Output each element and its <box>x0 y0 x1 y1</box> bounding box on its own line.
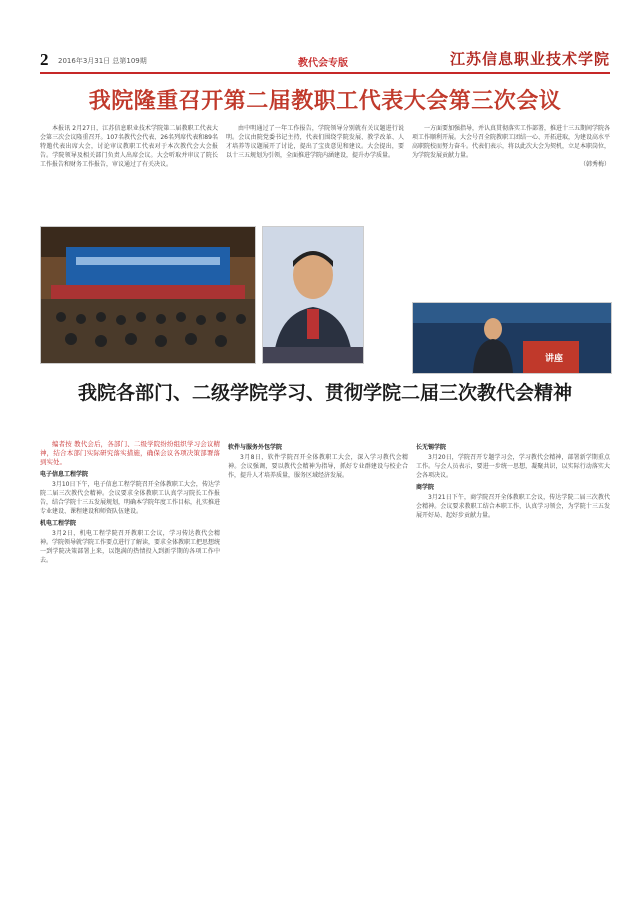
article1-col2-text: 由中明通过了一年工作报告，学院领导分别就有关议题进行说明。会议由院党委书记主持，代表们围绕学院发展、教学改革、人才培养等议题展开了讨论，提出了宝贵意见和建议。大会提出，要以十三五规划为引领，全面推进学院内涵建设，提升办学质量。 <box>226 125 404 159</box>
section-title: 教代会专版 <box>298 58 348 69</box>
section-text-4: 3月20日，学院召开专题学习会，学习教代会精神，部署新学期重点工作。与会人员表示，要进一步统一思想，凝聚共识，以实际行动落实大会各项决议。 <box>416 454 610 479</box>
podium-speaker-image <box>413 303 611 373</box>
speaker-portrait-image <box>263 227 363 363</box>
section-heading-2: 机电工程学院 <box>40 520 77 527</box>
section-heading-1: 电子信息工程学院 <box>40 471 89 478</box>
article1-column-2 <box>226 124 404 222</box>
page-header <box>40 50 610 74</box>
podium-speaker-photo <box>412 302 612 374</box>
section-heading-3: 软件与服务外包学院 <box>228 444 283 451</box>
section-text-3: 3月8日，软件学院召开全体教职工大会，深入学习教代会精神。会议强调，要以教代会精神为指导，抓好专业群建设与校企合作，提升人才培养质量，服务区域经济发展。 <box>228 454 408 479</box>
section-text-2: 3月2日，机电工程学院召开教职工会议，学习传达教代会精神。学院领导就学院工作要点进行了解读，要求全体教职工把思想统一到学院决策部署上来，以饱满的热情投入到新学期的各项工作中去。 <box>40 530 220 564</box>
section-heading-5: 商学院 <box>416 484 435 491</box>
article2-column-1 <box>40 440 220 880</box>
conference-hall-photo <box>40 226 256 364</box>
page-number: 2 <box>40 50 49 69</box>
article1-col1-text: 本报讯 2月27日，江苏信息职业技术学院第二届教职工代表大会第三次会议隆重召开。107名教代会代表、26名列席代表和89名特邀代表出席大会，讨论审议教职工代表对于本次教代会大会报告。学院领导及相关部门负责人出席会议。大会听取并审议了院长工作报告和财务工作报告，审议通过了有关决议。 <box>40 125 218 168</box>
article1-column-3 <box>412 124 610 300</box>
podium-caption: 讲座 <box>545 354 564 364</box>
article2-column-2 <box>228 440 408 880</box>
article2-column-3 <box>416 440 610 880</box>
section-text-5: 3月21日下午，商学院召开全体教职工会议，传达学院二届三次教代会精神。会议要求教职工结合本职工作，认真学习领会，为学院十三五发展开好局、起好步贡献力量。 <box>416 494 610 519</box>
article1-byline: （韩秀梅） <box>579 161 610 168</box>
speaker-portrait-photo <box>262 226 364 364</box>
article1-col3-text: 一方面要加强指导，并认真贯彻落实工作部署，推进十三五期间学院各项工作顺利开展。大会号召全院教职工团结一心、开拓进取，为建设高水平高职院校而努力奋斗。代表们表示，将以此次大会为契机，立足本职岗位，为学院发展贡献力量。 <box>412 125 610 159</box>
editor-note: 编者按 教代会后，各部门、二级学院纷纷组织学习会议精神，结合本部门实际研究落实措施，确保会议各项决策部署落到实处。 <box>40 440 220 466</box>
issue-date: 2016年3月31日 总第109期 <box>58 57 147 65</box>
conference-hall-image <box>41 227 255 363</box>
newspaper-name: 江苏信息职业技术学院 <box>449 50 610 68</box>
article2-title: 我院各部门、二级学院学习、贯彻学院二届三次教代会精神 <box>77 382 572 404</box>
article1-title: 我院隆重召开第二届教职工代表大会第三次会议 <box>88 89 562 114</box>
article1-column-1 <box>40 124 218 222</box>
section-text-1: 3月10日下午，电子信息工程学院召开全体教职工大会，传达学院二届三次教代会精神。会议要求全体教职工认真学习院长工作报告，结合学院十三五发展规划，明确本学院年度工作目标，扎实推进专业建设、课程建设和师资队伍建设。 <box>40 481 220 515</box>
section-heading-4: 长无锡学院 <box>416 444 447 451</box>
